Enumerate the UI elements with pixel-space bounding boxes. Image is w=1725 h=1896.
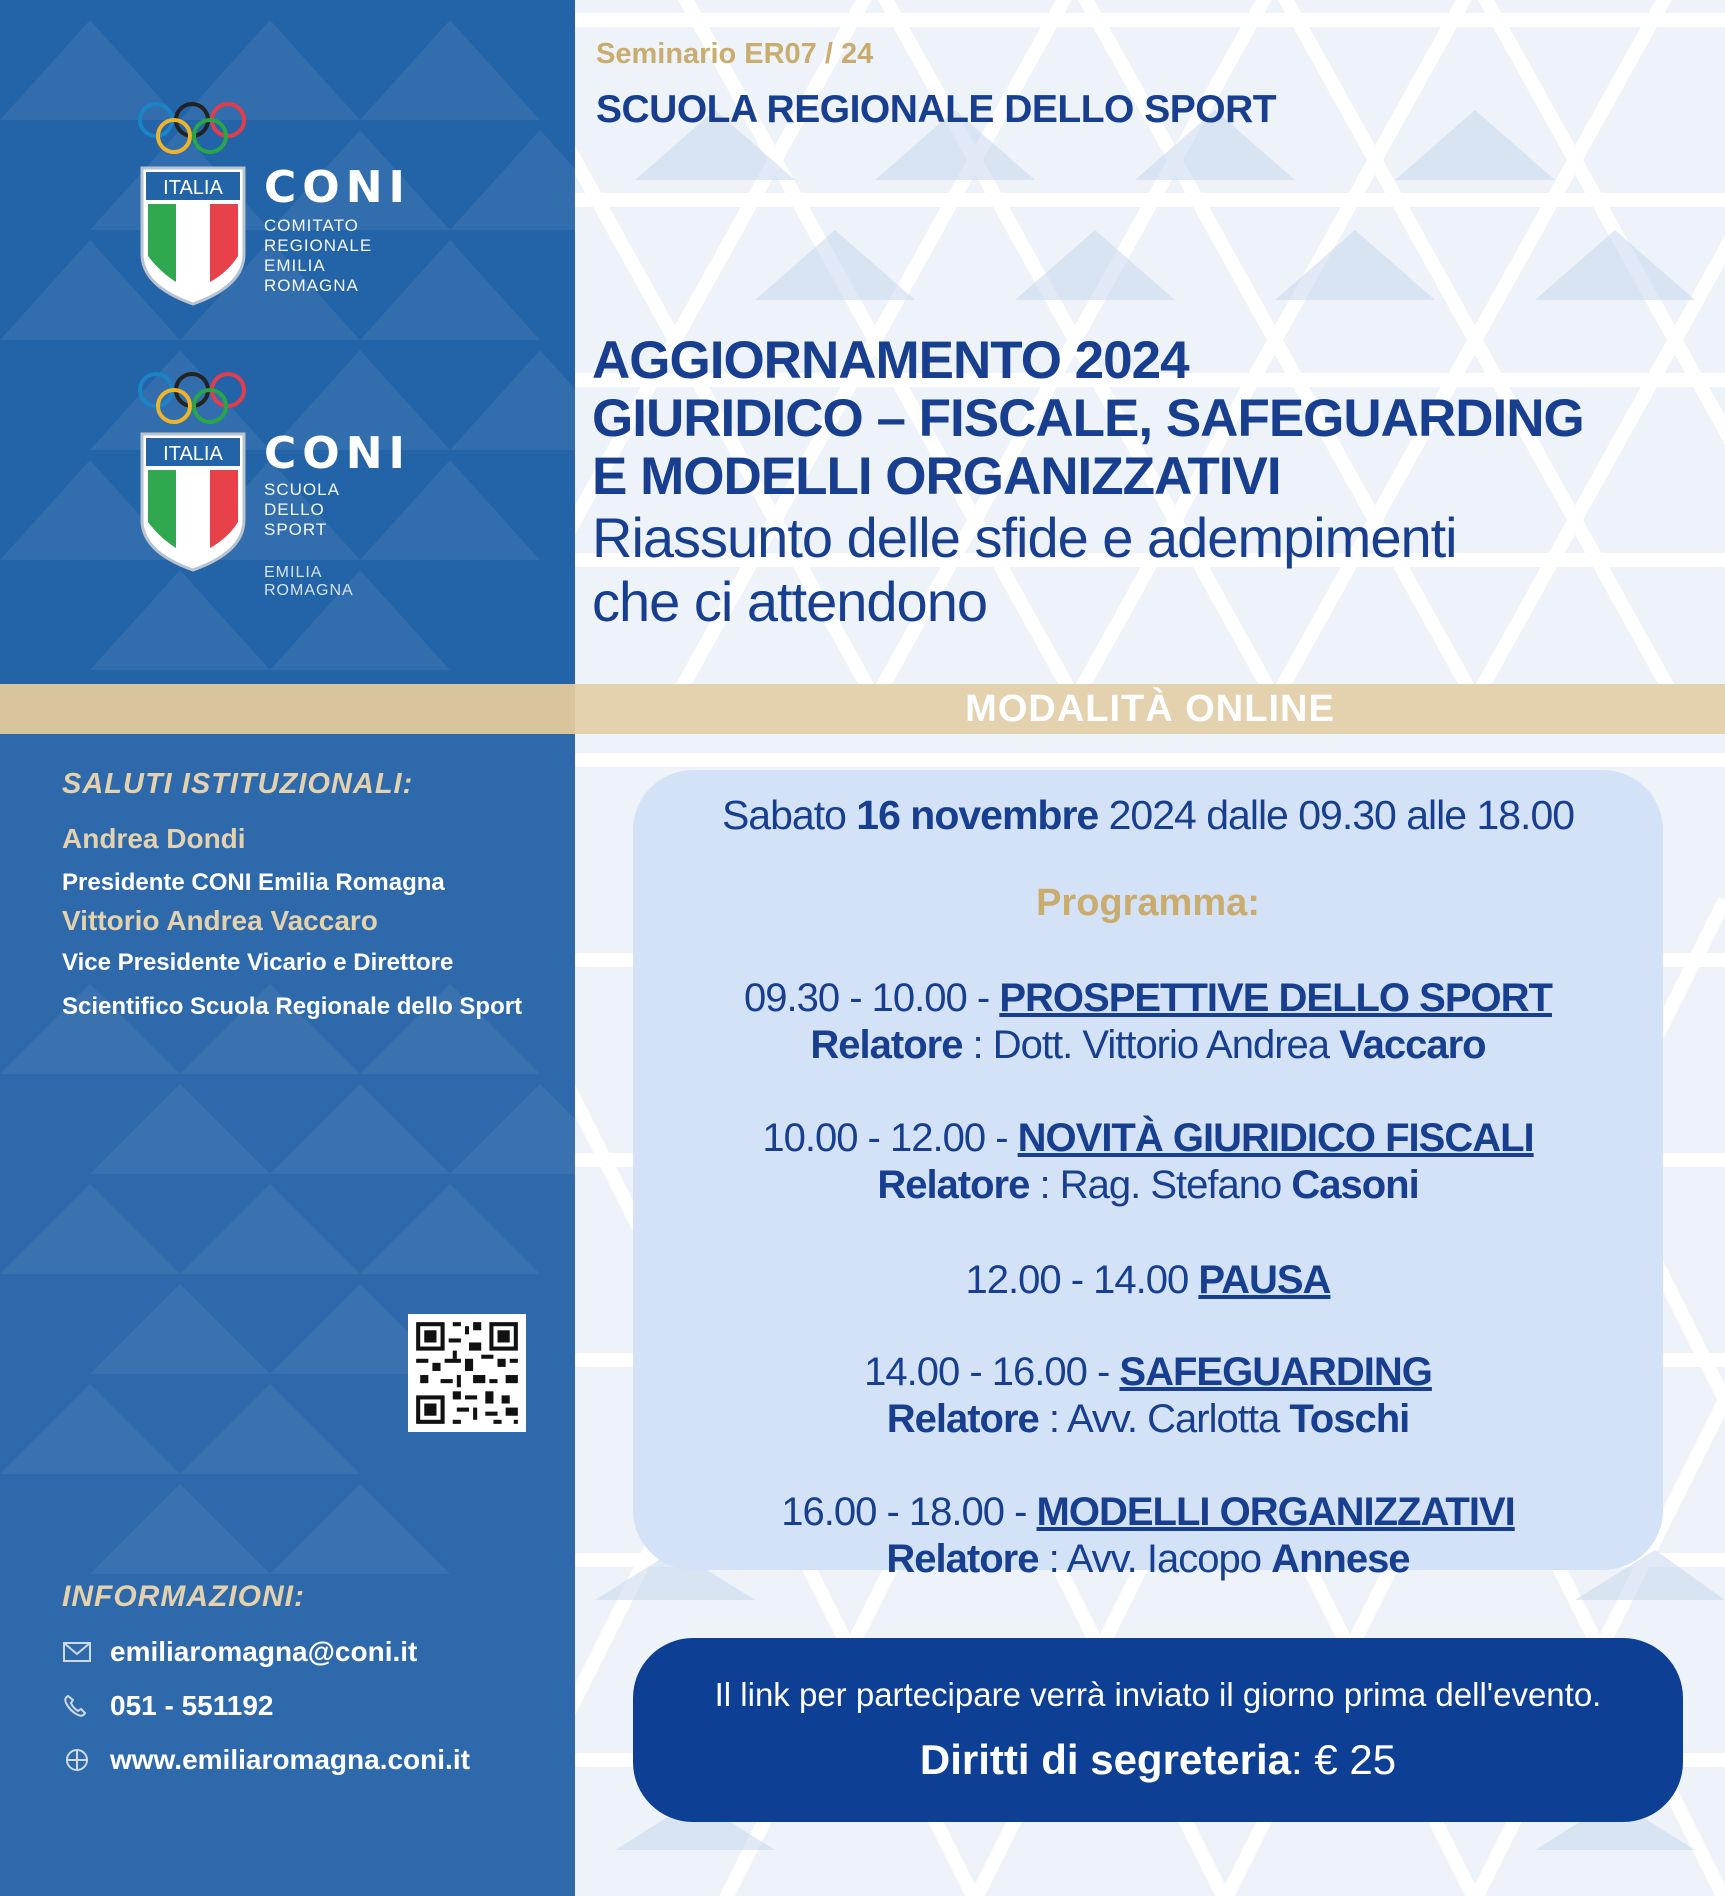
slot-sep: :	[1038, 1537, 1067, 1581]
slot-sep: :	[962, 1023, 993, 1067]
date-prefix: Sabato	[721, 792, 857, 838]
subtitle-line-1: Riassunto delle sfide e adempimenti	[592, 506, 1457, 569]
slot-topic: MODELLI ORGANIZZATIVI	[1036, 1490, 1515, 1534]
mode-label: MODALITÀ ONLINE	[965, 688, 1335, 730]
slot-speaker: Avv. Iacopo	[1066, 1537, 1272, 1581]
event-date	[633, 792, 1663, 839]
phone-link[interactable]: 051 - 551192	[110, 1690, 274, 1721]
fee-line	[633, 1736, 1683, 1784]
relatore-label: Relatore	[886, 1537, 1039, 1581]
slot-time: 10.00 - 12.00 -	[762, 1116, 1018, 1160]
title-line-2: GIURIDICO – FISCALE, SAFEGUARDING	[592, 389, 1584, 448]
logo-line-1: SCUOLA	[264, 480, 340, 499]
slot-time: 12.00 - 14.00	[965, 1258, 1199, 1302]
website-link[interactable]: www.emiliaromagna.coni.it	[110, 1744, 470, 1775]
slot-surname: Vaccaro	[1339, 1023, 1486, 1067]
program-slot-break	[633, 1258, 1663, 1303]
logo-line-1: COMITATO	[264, 216, 359, 235]
date-day: 16 novembre	[856, 792, 1099, 838]
slot-surname: Casoni	[1291, 1163, 1419, 1207]
program-card	[633, 770, 1663, 1581]
school-name: SCUOLA REGIONALE DELLO SPORT	[596, 88, 1277, 131]
relatore-label: Relatore	[877, 1163, 1030, 1207]
institutional-greetings	[62, 768, 522, 1029]
relatore-label: Relatore	[886, 1397, 1039, 1441]
website-row[interactable]	[62, 1744, 470, 1776]
slot-time: 09.30 - 10.00 -	[744, 976, 1000, 1020]
speaker-role-2a: Vice Presidente Vicario e Direttore	[62, 949, 454, 976]
logo-line-2: DELLO SPORT	[264, 500, 328, 539]
shield-italia-label: ITALIA	[163, 443, 223, 465]
slot-time: 16.00 - 18.00 -	[781, 1490, 1037, 1534]
slot-topic: PAUSA	[1198, 1258, 1331, 1302]
slot-time: 14.00 - 16.00 -	[864, 1350, 1120, 1394]
speaker-name-2: Vittorio Andrea Vaccaro	[62, 905, 378, 936]
slot-topic: SAFEGUARDING	[1119, 1350, 1432, 1394]
qr-code[interactable]	[408, 1314, 526, 1432]
logo-region: EMILIA ROMAGNA	[264, 564, 354, 599]
shield-italia-label: ITALIA	[163, 177, 223, 199]
mail-icon	[62, 1640, 92, 1664]
title-line-3: E MODELLI ORGANIZZATIVI	[592, 447, 1281, 506]
coni-wordmark: CONI	[264, 162, 411, 213]
mode-band-left	[0, 684, 575, 734]
contact-info	[62, 1580, 470, 1776]
coni-wordmark: CONI	[264, 428, 411, 479]
program-slot	[633, 976, 1663, 1068]
phone-row[interactable]	[62, 1690, 470, 1722]
logo-line-3: EMILIA ROMAGNA	[264, 256, 359, 295]
email-link[interactable]: emiliaromagna@coni.it	[110, 1636, 418, 1667]
slot-surname: Toschi	[1289, 1397, 1410, 1441]
date-suffix: 2024 dalle 09.30 alle 18.00	[1098, 792, 1575, 838]
slot-speaker: Dott. Vittorio Andrea	[992, 1023, 1340, 1067]
globe-icon	[62, 1748, 92, 1772]
program-heading: Programma:	[1036, 882, 1260, 924]
slot-surname: Annese	[1271, 1537, 1410, 1581]
slot-speaker: Avv. Carlotta	[1066, 1397, 1290, 1441]
speaker-role-2b: Scientifico Scuola Regionale dello Sport	[62, 993, 523, 1020]
link-note: Il link per partecipare verrà inviato il giorno prima dell'evento.	[714, 1676, 1602, 1713]
program-slot	[633, 1490, 1663, 1582]
program-slot	[633, 1116, 1663, 1208]
program-slot	[633, 1350, 1663, 1442]
info-heading: INFORMAZIONI:	[62, 1580, 305, 1613]
slot-sep: :	[1038, 1397, 1067, 1441]
speaker-role-1: Presidente CONI Emilia Romagna	[62, 869, 445, 896]
slot-speaker: Rag. Stefano	[1059, 1163, 1292, 1207]
subtitle-line-2: che ci attendono	[592, 570, 987, 633]
registration-info-box	[633, 1638, 1683, 1822]
greetings-heading: SALUTI ISTITUZIONALI:	[62, 768, 414, 800]
relatore-label: Relatore	[810, 1023, 963, 1067]
fee-value: : € 25	[1291, 1736, 1397, 1783]
slot-sep: :	[1029, 1163, 1060, 1207]
fee-label: Diritti di segreteria	[919, 1736, 1291, 1783]
email-row[interactable]	[62, 1636, 470, 1668]
italia-shield-icon	[138, 164, 248, 308]
event-title	[592, 332, 1584, 634]
italia-shield-icon	[138, 430, 248, 574]
title-line-1: AGGIORNAMENTO 2024	[592, 331, 1189, 390]
seminar-code: Seminario ER07 / 24	[596, 38, 874, 70]
qr-code-icon	[408, 1314, 526, 1432]
slot-topic: NOVITÀ GIURIDICO FISCALI	[1017, 1116, 1534, 1160]
olympic-rings-icon	[134, 98, 254, 158]
speaker-name-1: Andrea Dondi	[62, 823, 246, 854]
olympic-rings-icon	[134, 368, 254, 428]
phone-icon	[62, 1694, 92, 1718]
slot-topic: PROSPETTIVE DELLO SPORT	[999, 976, 1552, 1020]
logo-line-2: REGIONALE	[264, 236, 373, 255]
